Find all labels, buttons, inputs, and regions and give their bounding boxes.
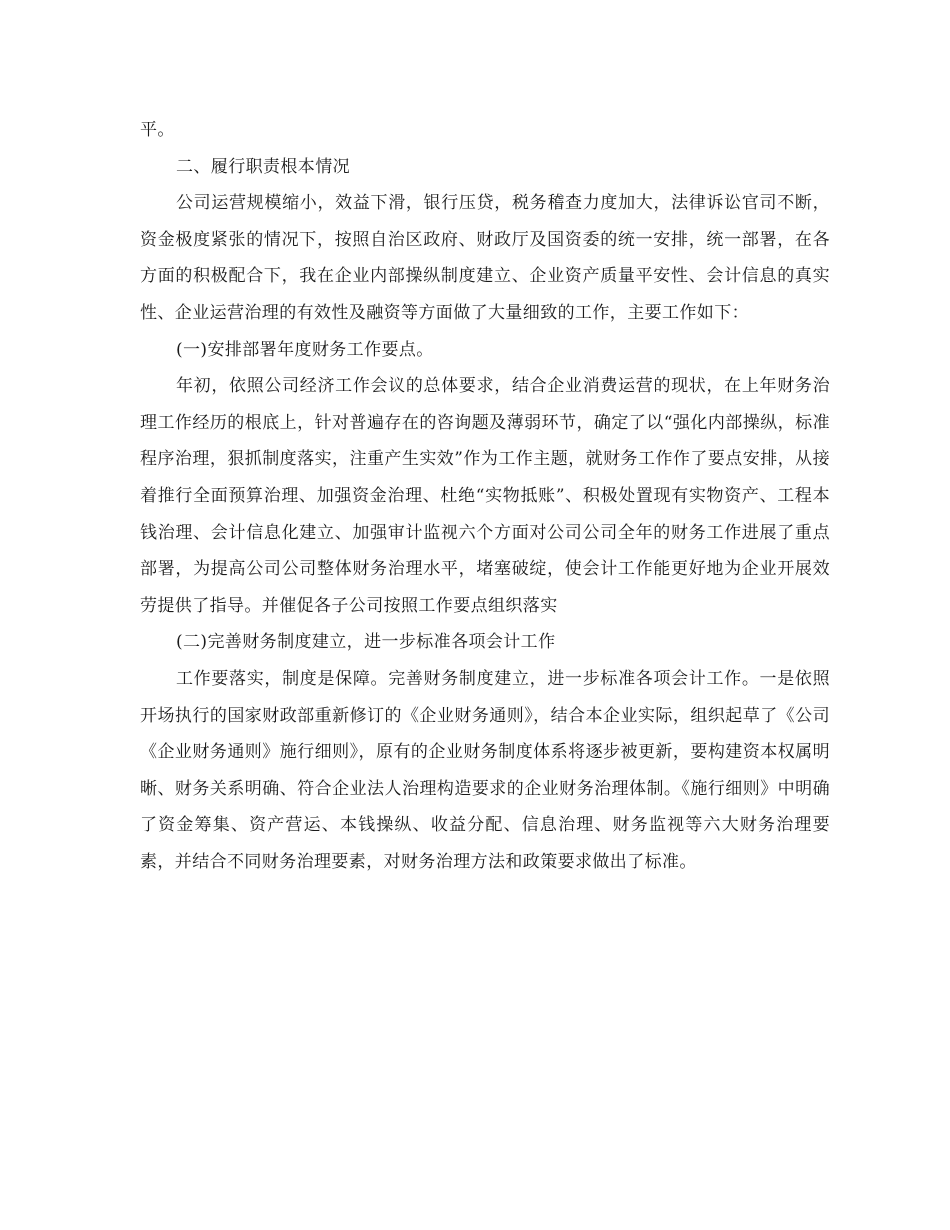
document-body <box>140 112 830 880</box>
paragraph-annual-plan: 年初，依照公司经济工作会议的总体要求，结合企业消费运营的现状，在上年财务治理工作经历的根底上，针对普遍存在的咨询题及薄弱环节，确定了以“强化内部操纵，标准程序治理，狠抓制度落实，注重产生实效”作为工作主题，就财务工作作了要点安排，从接着推行全面预算治理、加强资金治理、杜绝“实物抵账”、积极处置现有实物资产、工程本钱治理、会计信息化建立、加强审计监视六个方面对公司公司全年的财务工作进展了重点部署，为提高公司公司整体财务治理水平，堵塞破绽，使会计工作能更好地为企业开展效劳提供了指导。并催促各子公司按照工作要点组织落实 <box>140 376 830 616</box>
subheading-annual-plan: (一)安排部署年度财务工作要点。 <box>176 339 434 360</box>
paragraph-overview: 公司运营规模缩小，效益下滑，银行压贷，税务稽查力度加大，法律诉讼官司不断，资金极度紧张的情况下，按照自治区政府、财政厅及国资委的统一安排，统一部署，在各方面的积极配合下，我在企业内部操纵制度建立、企业资产质量平安性、会计信息的真实性、企业运营治理的有效性及融资等方面做了大量细致的工作，主要工作如下： <box>140 193 830 323</box>
paragraph-system-building: 工作要落实，制度是保障。完善财务制度建立，进一步标准各项会计工作。一是依照开场执行的国家财政部重新修订的《企业财务通则》，结合本企业实际，组织起草了《公司《企业财务通则》施行细则》，原有的企业财务制度体系将逐步被更新，要构建资本权属明晰、财务关系明确、符合企业法人治理构造要求的企业财务治理体制。《施行细则》中明确了资金筹集、资产营运、本钱操纵、收益分配、信息治理、财务监视等六大财务治理要素，并结合不同财务治理要素，对财务治理方法和政策要求做出了标准。 <box>140 668 830 872</box>
paragraph-continuation: 平。 <box>140 120 175 140</box>
section-heading-duties: 二、履行职责根本情况 <box>176 156 350 177</box>
subheading-system-building: (二)完善财务制度建立，进一步标准各项会计工作 <box>176 632 556 653</box>
